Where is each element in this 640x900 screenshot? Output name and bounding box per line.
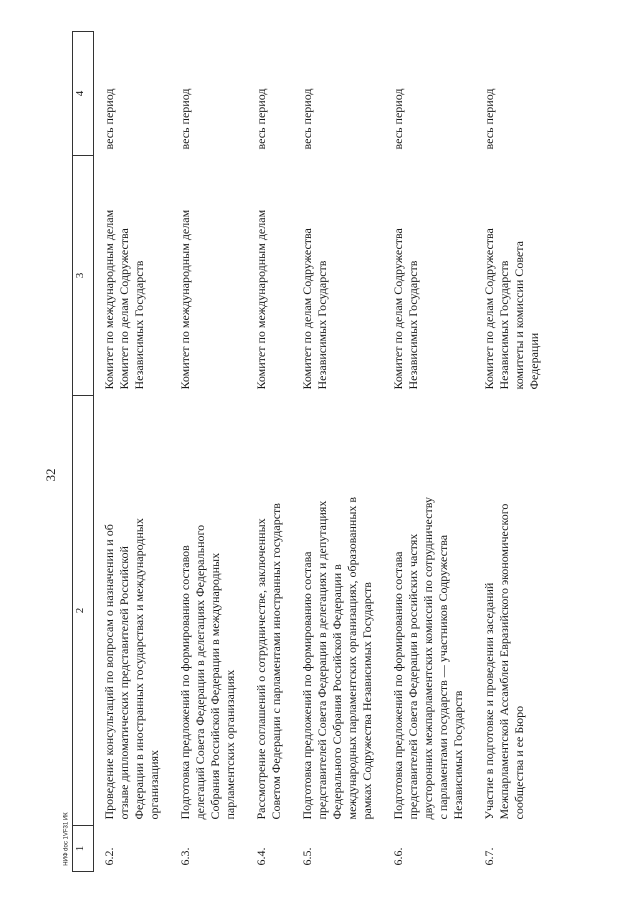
responsible-text-line: Комитет по международным делам bbox=[254, 209, 268, 390]
task-cell bbox=[94, 396, 171, 826]
task-text-line: двусторонних межпарламентских комиссий по сотрудничеству bbox=[421, 497, 435, 820]
responsible-text-line: Комитет по международным делам bbox=[178, 209, 192, 390]
task-text-line: представителей Совета Федерации в делегациях и депутациях bbox=[315, 500, 329, 820]
row-number: 6.5. bbox=[300, 847, 314, 866]
row-number: 6.7. bbox=[482, 847, 496, 866]
task-cell bbox=[170, 396, 246, 826]
task-text-line: Участие в подготовке и проведении заседаний bbox=[482, 582, 496, 820]
responsible-text-line: Комитет по международным делам bbox=[102, 209, 116, 390]
period-cell: весь период bbox=[254, 88, 268, 150]
task-text-line: Рассмотрение соглашений о сотрудничестве, заключенных bbox=[254, 518, 268, 820]
task-text-line: международных парламентских организациях, образованных в bbox=[345, 496, 359, 820]
task-text-line: Федерации в иностранных государствах и международных bbox=[132, 518, 146, 820]
period-cell: весь период bbox=[482, 88, 496, 150]
column-header: 1 bbox=[73, 826, 94, 872]
period-cell: весь период bbox=[391, 88, 405, 150]
table-row bbox=[383, 32, 474, 872]
page-number: 32 bbox=[43, 468, 58, 482]
task-text-line: Межпарламентской Ассамблеи Евразийского экономического bbox=[497, 503, 511, 820]
plan-table bbox=[72, 31, 550, 872]
table-row bbox=[246, 32, 292, 872]
responsible-text-line: комитеты и комиссии Совета bbox=[512, 241, 526, 390]
task-text-line: рамках Содружества Независимых Государств bbox=[360, 582, 374, 820]
period-cell: весь период bbox=[102, 88, 116, 150]
responsible-cell bbox=[246, 156, 292, 396]
task-text-line: Подготовка предложений по формированию состава bbox=[300, 551, 314, 820]
task-text-line: Независимых Государств bbox=[451, 690, 465, 820]
responsible-text-line: Независимых Государств bbox=[497, 260, 511, 390]
task-text-line: отзыве дипломатических представителей Российской bbox=[117, 546, 131, 820]
responsible-text-line: Комитет по делам Содружества bbox=[117, 228, 131, 390]
row-number: 6.4. bbox=[254, 847, 268, 866]
task-text-line: делегаций Совета Федерации в делегациях Федерального bbox=[193, 524, 207, 820]
task-text-line: Подготовка предложений по формированию составов bbox=[178, 545, 192, 820]
table-row bbox=[170, 32, 246, 872]
table-row bbox=[94, 32, 171, 872]
task-text-line: парламентских организациях bbox=[223, 669, 237, 820]
responsible-text-line: Федерации bbox=[527, 332, 541, 390]
responsible-text-line: Комитет по делам Содружества bbox=[391, 228, 405, 390]
row-number: 6.3. bbox=[178, 847, 192, 866]
responsible-text-line: Комитет по делам Содружества bbox=[300, 228, 314, 390]
table-header-row bbox=[73, 32, 94, 872]
responsible-cell bbox=[170, 156, 246, 396]
period-cell: весь период bbox=[178, 88, 192, 150]
task-cell bbox=[474, 396, 550, 826]
period-cell: весь период bbox=[300, 88, 314, 150]
task-text-line: с парламентами государств — участников Содружества bbox=[436, 534, 450, 820]
task-text-line: Советом Федерации с парламентами иностранных государств bbox=[269, 503, 283, 820]
task-cell bbox=[383, 396, 474, 826]
task-text-line: Федерального Собрания Российской Федерации в bbox=[330, 564, 344, 820]
task-text-line: сообщества и ее Бюро bbox=[512, 705, 526, 820]
column-header: 2 bbox=[73, 396, 94, 826]
column-header: 3 bbox=[73, 156, 94, 396]
task-text-line: Собрания Российской Федерации в международных bbox=[208, 552, 222, 820]
row-number: 6.2. bbox=[102, 847, 116, 866]
table-row bbox=[292, 32, 383, 872]
responsible-text-line: Независимых Государств bbox=[406, 260, 420, 390]
responsible-cell bbox=[383, 156, 474, 396]
responsible-text-line: Независимых Государств bbox=[315, 260, 329, 390]
task-text-line: Проведение консультаций по вопросам о назначении и об bbox=[102, 524, 116, 820]
task-cell bbox=[292, 396, 383, 826]
column-header: 4 bbox=[73, 32, 94, 156]
responsible-cell bbox=[292, 156, 383, 396]
table-row bbox=[474, 32, 550, 872]
row-number: 6.6. bbox=[391, 847, 405, 866]
task-cell bbox=[246, 396, 292, 826]
responsible-text-line: Независимых Государств bbox=[132, 260, 146, 390]
responsible-text-line: Комитет по делам Содружества bbox=[482, 228, 496, 390]
task-text-line: представителей Совета Федерации в российских частях bbox=[406, 533, 420, 820]
plan-table-container bbox=[72, 32, 592, 872]
footer-code: НИФ doc 1VF31 ИК bbox=[63, 812, 70, 866]
task-text-line: организациях bbox=[147, 749, 161, 820]
responsible-cell bbox=[94, 156, 171, 396]
task-text-line: Подготовка предложений по формированию состава bbox=[391, 551, 405, 820]
responsible-cell bbox=[474, 156, 550, 396]
